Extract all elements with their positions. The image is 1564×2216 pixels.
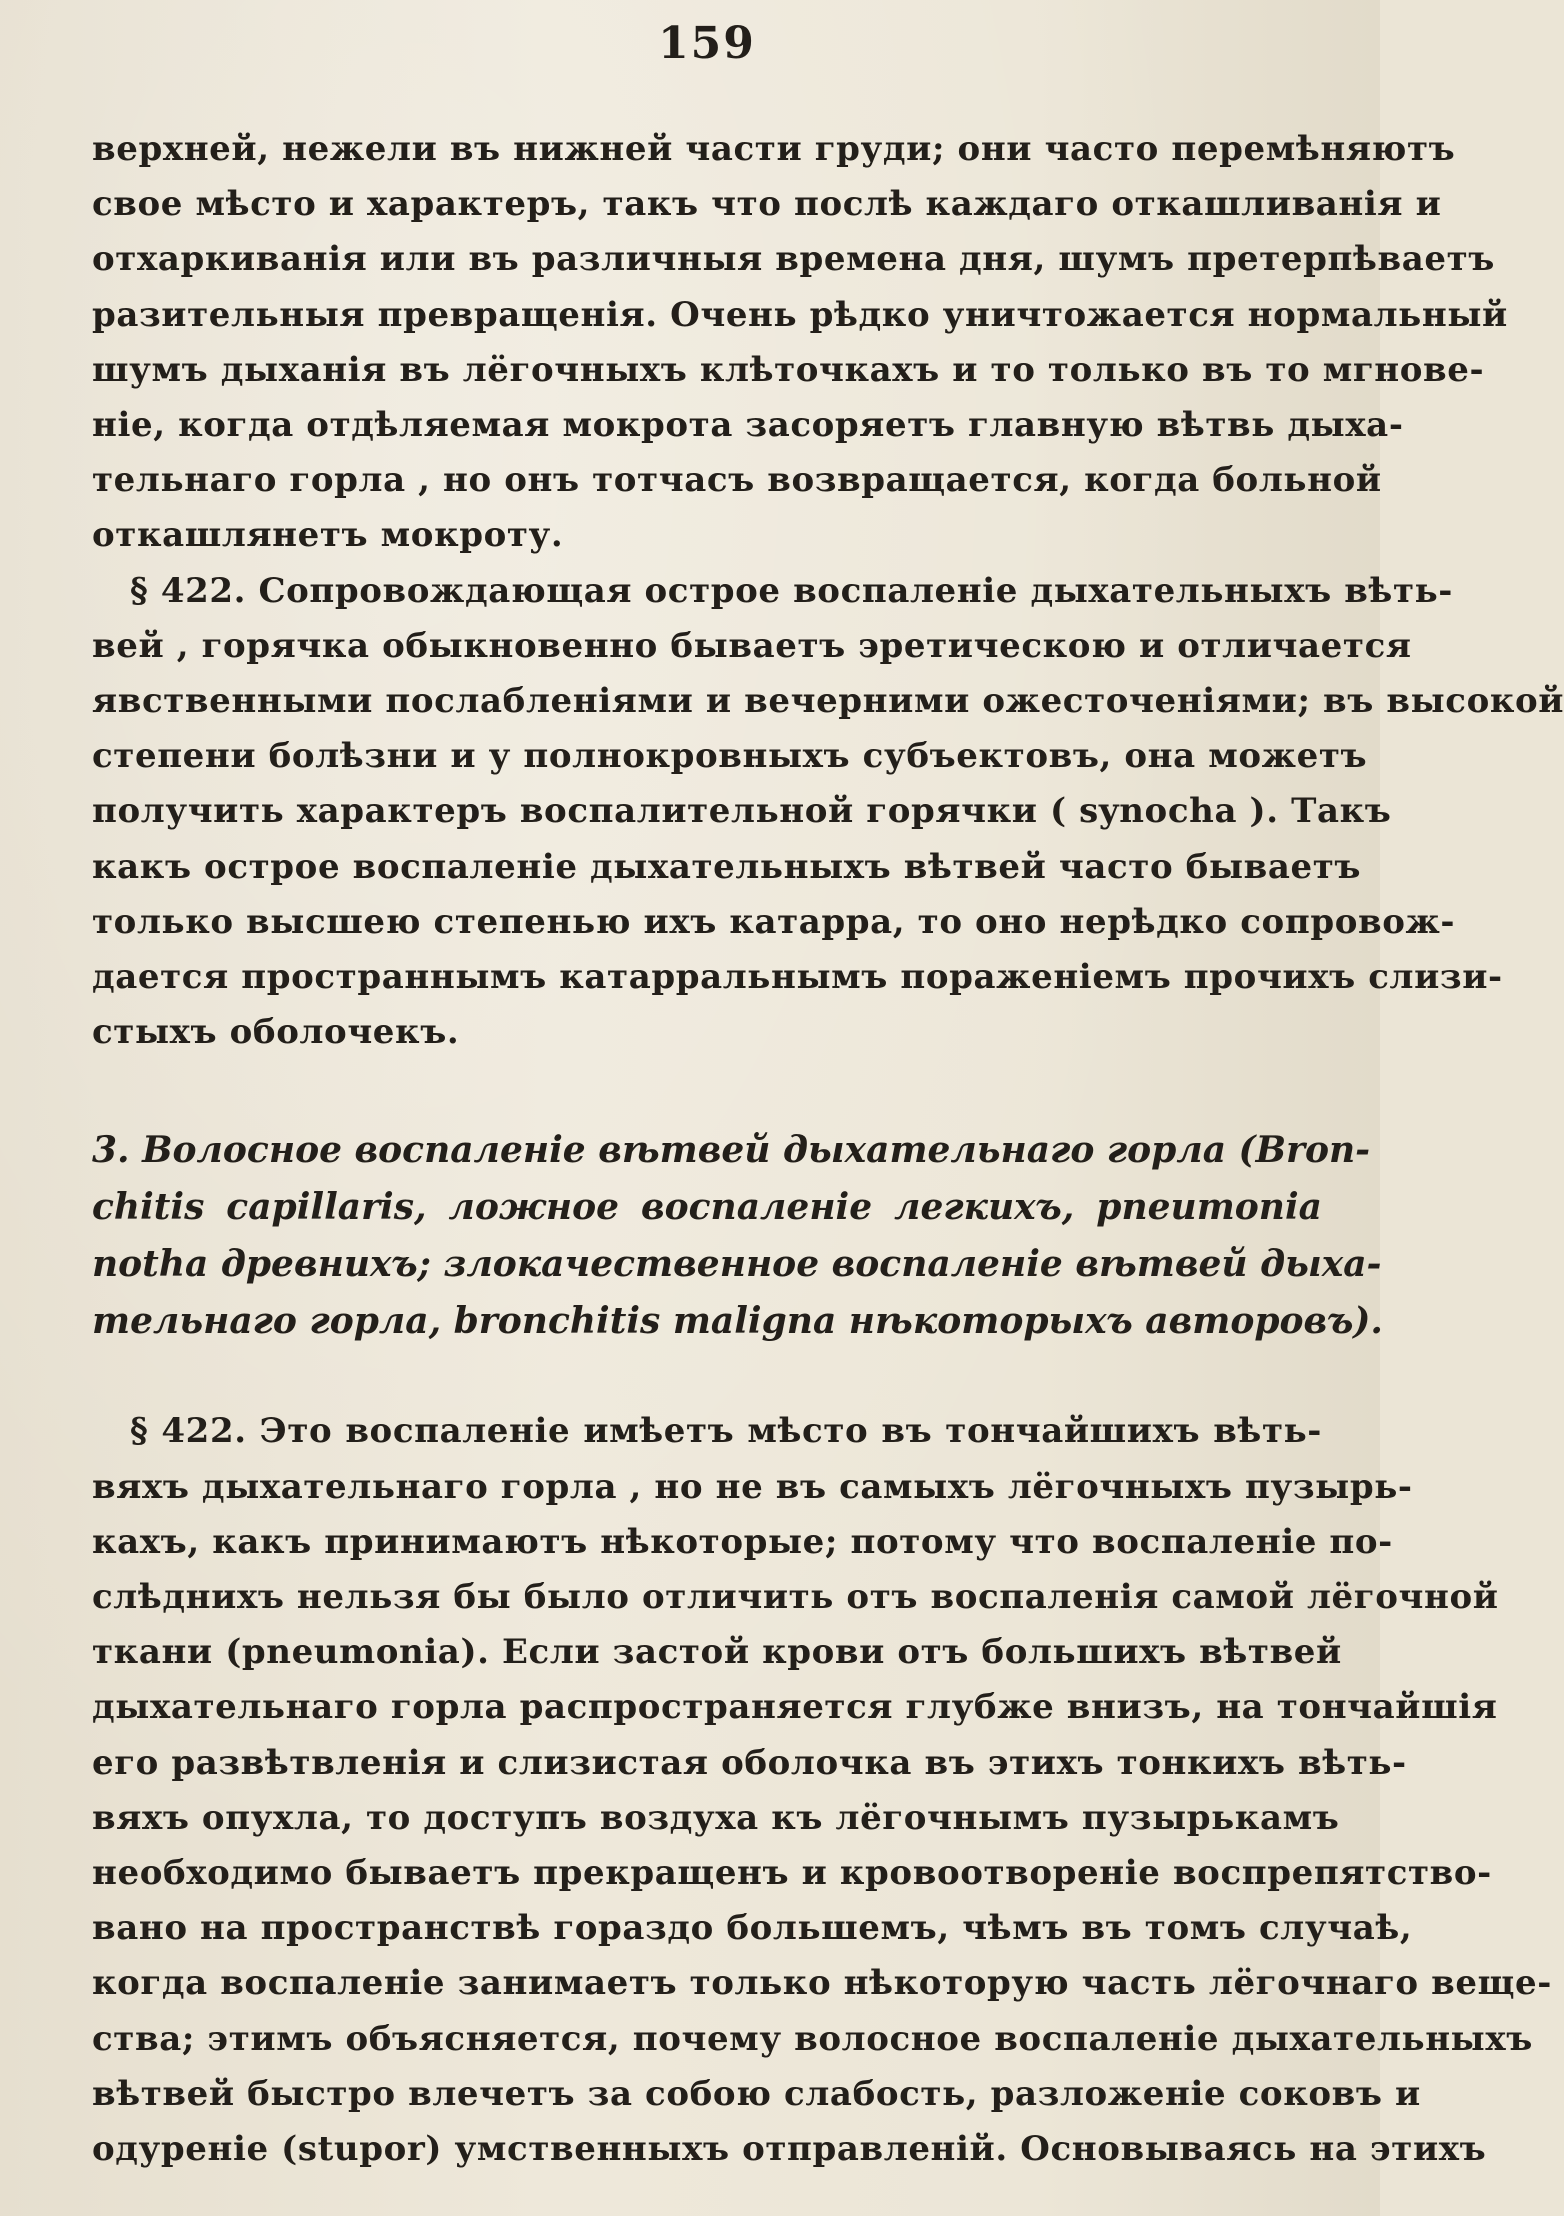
text-line: вяхъ опухла, то доступъ воздуха къ лёгочнымъ пузырькамъ (92, 1797, 1340, 1838)
heading-line: notha древнихъ; злокачественное воспаленіе вѣтвей дыха- (92, 1243, 1382, 1286)
text-line: когда воспаленіе занимаетъ только нѣкоторую часть лёгочнаго веще- (92, 1963, 1552, 2004)
text-line: его развѣтвленія и слизистая оболочка въ этихъ тонкихъ вѣть- (92, 1742, 1407, 1783)
text-line: одуреніе (stupor) умственныхъ отправленій. Основываясь на этихъ (92, 2129, 1487, 2170)
paragraph-1 (92, 122, 1508, 564)
paragraph-3 (92, 1404, 1552, 2177)
text-line: отхаркиванія или въ различныя времена дня, шумъ претерпѣваетъ (92, 239, 1495, 280)
text-line: шумъ дыханія въ лёгочныхъ клѣточкахъ и то только въ то мгнове- (92, 349, 1485, 390)
text-line: стыхъ оболочекъ. (92, 1012, 460, 1053)
text-line: тельнаго горла , но онъ тотчасъ возвращается, когда больной (92, 460, 1382, 501)
page-number: 159 (658, 18, 756, 69)
heading-line: тельнаго горла, bronchitis maligna нѣкоторыхъ авторовъ). (92, 1300, 1383, 1343)
text-line: дается пространнымъ катарральнымъ пораженіемъ прочихъ слизи- (92, 957, 1503, 998)
text-line: вано на пространствѣ гораздо большемъ, чѣмъ въ томъ случаѣ, (92, 1908, 1413, 1949)
text-line: вѣтвей быстро влечетъ за собою слабость, разложеніе соковъ и (92, 2073, 1421, 2114)
text-line: явственными послабленіями и вечерними ожесточеніями; въ высокой (92, 681, 1564, 722)
text-line: § 422. Это воспаленіе имѣетъ мѣсто въ тончайшихъ вѣть- (130, 1411, 1322, 1452)
text-line: ства; этимъ объясняется, почему волосное воспаленіе дыхательныхъ (92, 2018, 1533, 2059)
text-line: ткани (pneumonia). Если застой крови отъ большихъ вѣтвей (92, 1632, 1342, 1673)
text-line: откашлянетъ мокроту. (92, 515, 564, 556)
section-heading (92, 1122, 1383, 1350)
text-line: кахъ, какъ принимаютъ нѣкоторые; потому что воспаленіе по- (92, 1521, 1393, 1562)
text-line: верхней, нежели въ нижней части груди; они часто перемѣняютъ (92, 129, 1456, 169)
text-line: степени болѣзни и у полнокровныхъ субъектовъ, она можетъ (92, 736, 1368, 777)
text-line: вяхъ дыхательнаго горла , но не въ самыхъ лёгочныхъ пузырь- (92, 1466, 1413, 1507)
text-line: свое мѣсто и характеръ, такъ что послѣ каждаго откашливанія и (92, 184, 1442, 225)
text-line: получить характеръ воспалительной горячки ( synocha ). Такъ (92, 791, 1392, 832)
text-line: вей , горячка обыкновенно бываетъ эретическою и отличается (92, 625, 1412, 666)
heading-line: chitis capillaris, ложное воспаленіе легкихъ, pneumonia (92, 1186, 1322, 1229)
text-line: ніе, когда отдѣляемая мокрота засоряетъ главную вѣтвь дыха- (92, 405, 1404, 446)
text-line: слѣднихъ нельзя бы было отличить отъ воспаленія самой лёгочной (92, 1577, 1499, 1618)
text-line: необходимо бываетъ прекращенъ и кровоотвореніе воспрепятство- (92, 1853, 1492, 1894)
paragraph-2 (92, 564, 1564, 1061)
text-line: только высшею степенью ихъ катарра, то оно нерѣдко сопровож- (92, 901, 1456, 942)
heading-line: 3. Волосное воспаленіе вѣтвей дыхательнаго горла (Bron- (92, 1129, 1371, 1172)
text-line: § 422. Сопровождающая острое воспаленіе дыхательныхъ вѣть- (130, 570, 1453, 611)
text-line: какъ острое воспаленіе дыхательныхъ вѣтвей часто бываетъ (92, 846, 1362, 887)
text-line: дыхательнаго горла распространяется глубже внизъ, на тончайшія (92, 1687, 1498, 1728)
text-line: разительныя превращенія. Очень рѣдко уничтожается нормальный (92, 294, 1508, 335)
